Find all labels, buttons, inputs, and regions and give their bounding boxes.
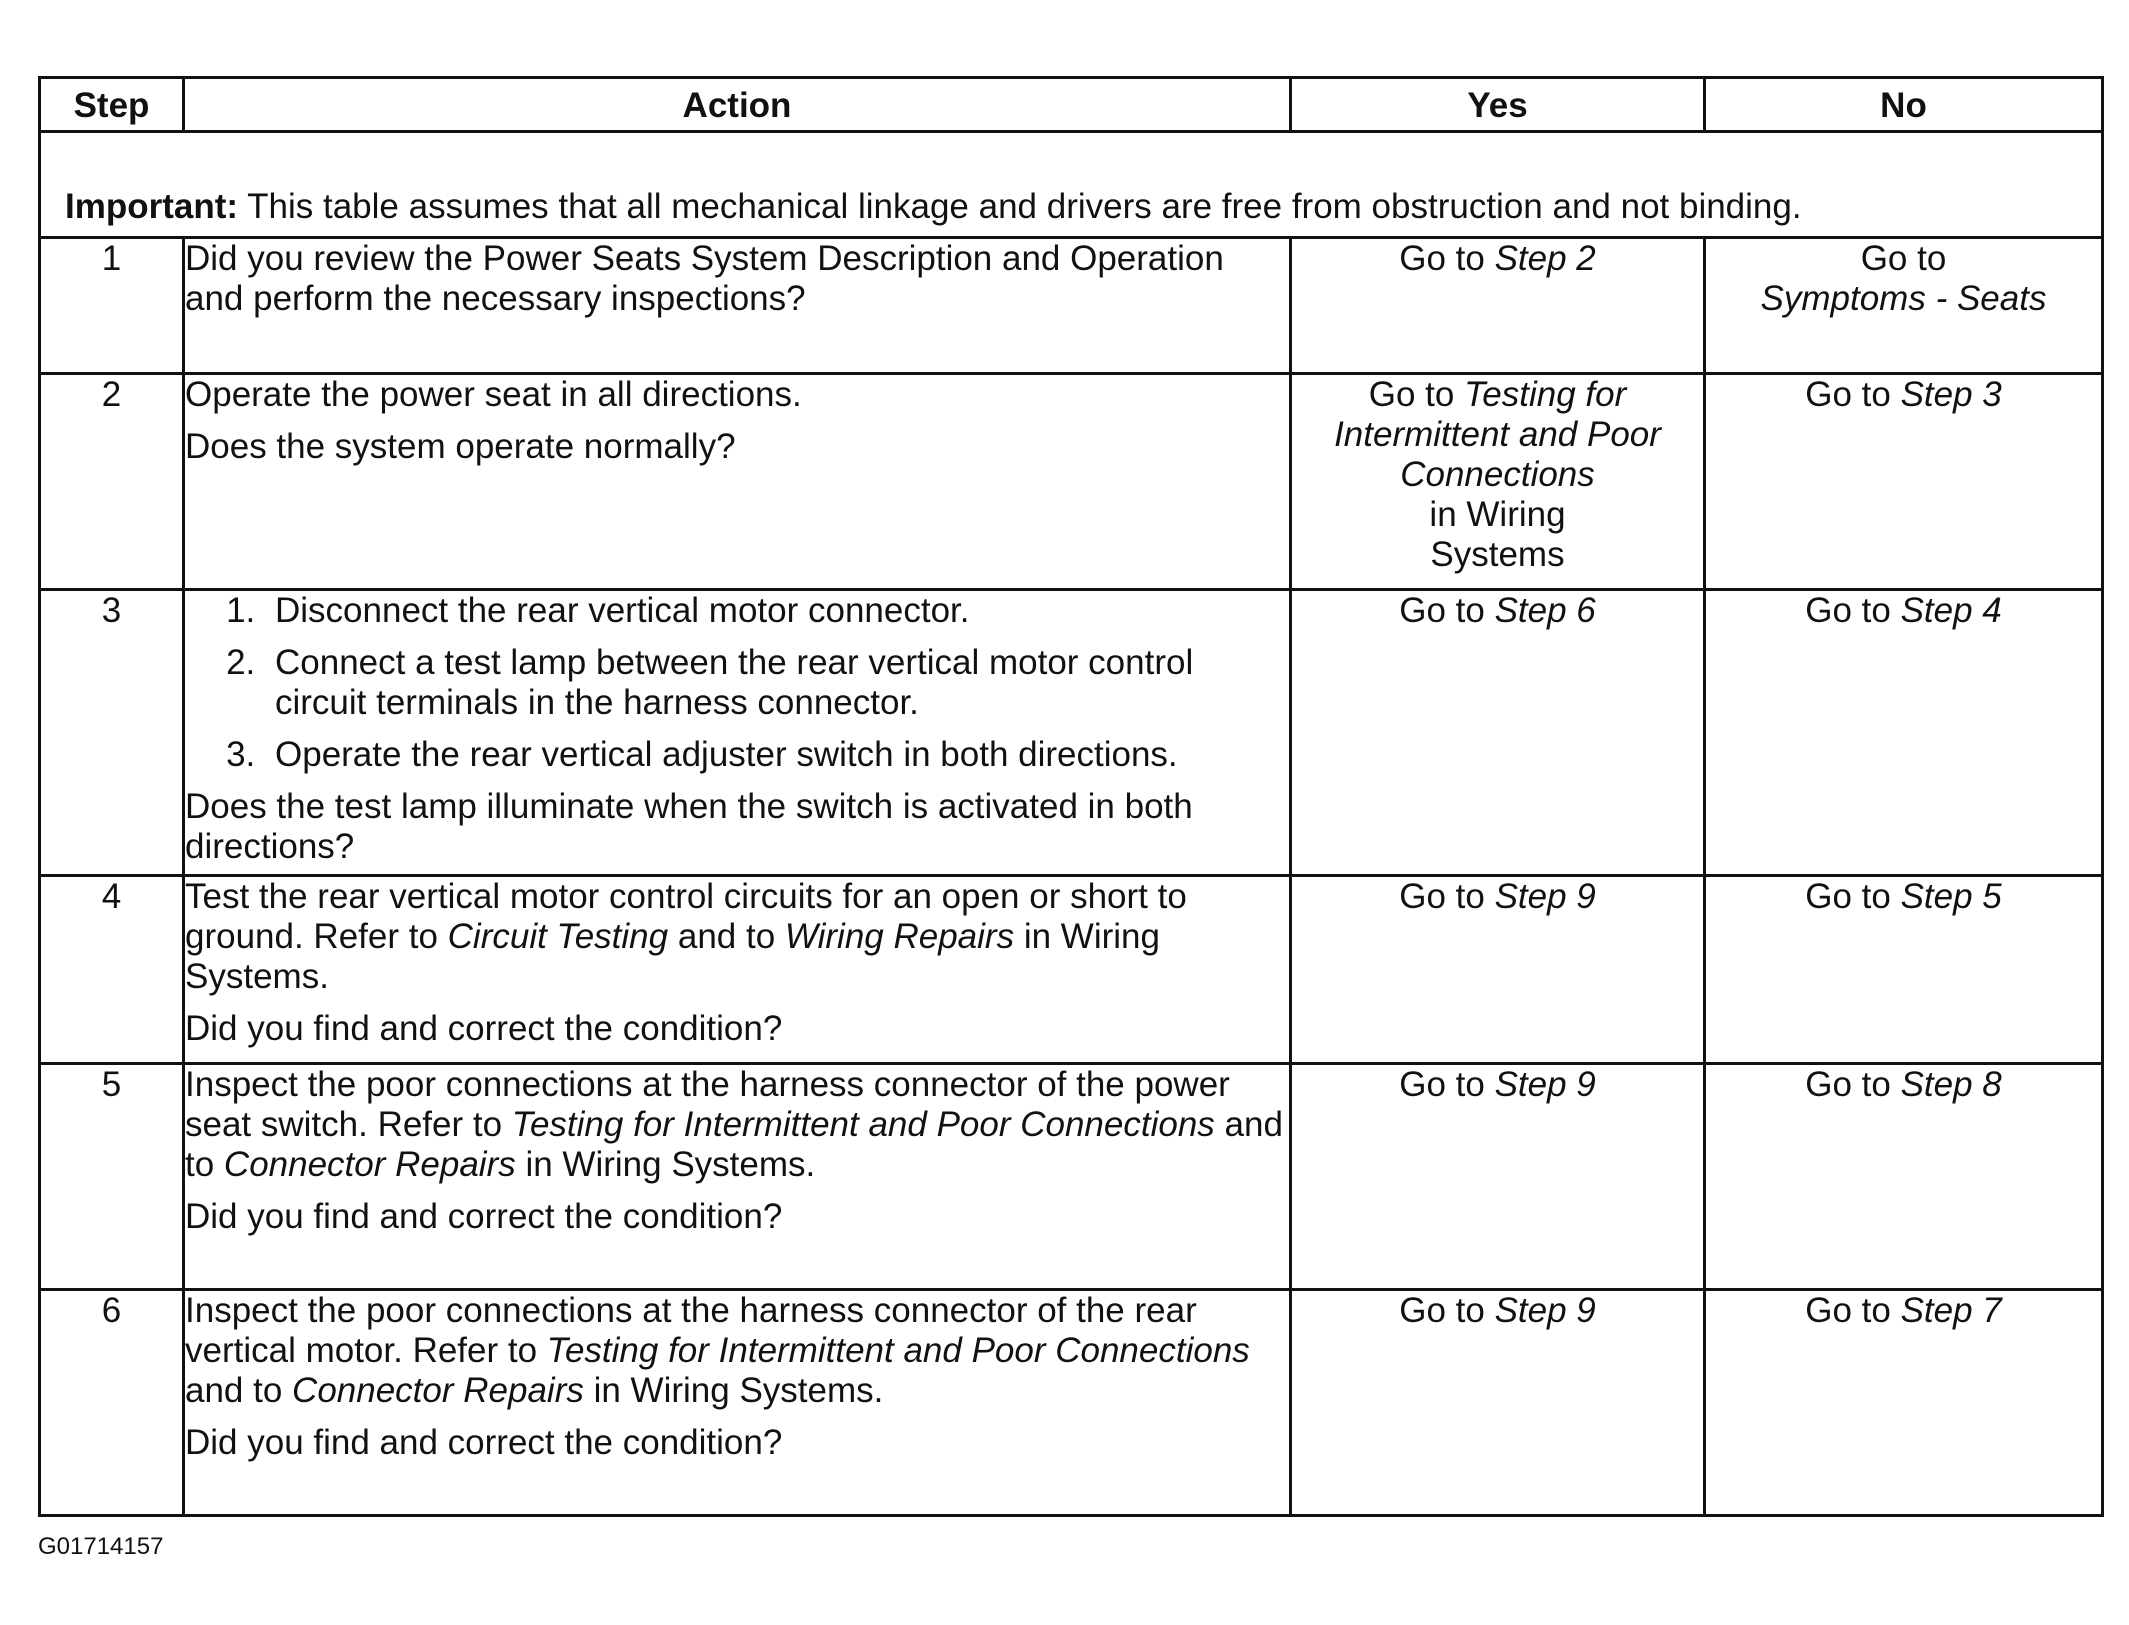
- circuit-testing-link[interactable]: Circuit Testing: [447, 917, 669, 956]
- no-step-link[interactable]: Step 8: [1900, 1065, 2002, 1104]
- yes-cell: [1291, 1290, 1705, 1516]
- testing-intermittent-link[interactable]: Testing for Intermittent and Poor Connections: [546, 1331, 1250, 1370]
- action-cell: [184, 238, 1291, 374]
- list-item: 1. Disconnect the rear vertical motor connector.: [265, 591, 1289, 631]
- no-prefix: Go to: [1860, 239, 1947, 278]
- action-text: [185, 877, 1289, 997]
- table-row: [40, 1064, 2103, 1290]
- step-number: 3: [40, 590, 184, 876]
- yes-step-link[interactable]: Step 6: [1494, 591, 1596, 630]
- step-number: 2: [40, 374, 184, 590]
- header-yes: Yes: [1291, 78, 1705, 132]
- action-text-part: Test the rear vertical motor control circuits for an open or short to ground. Refer to: [185, 877, 1187, 956]
- no-cell: [1705, 1290, 2103, 1516]
- yes-prefix: Go to: [1399, 591, 1495, 630]
- testing-intermittent-link[interactable]: Testing for Intermittent and Poor Connections: [511, 1105, 1215, 1144]
- action-cell: [184, 876, 1291, 1064]
- header-step: Step: [40, 78, 184, 132]
- table-row: [40, 1290, 2103, 1516]
- yes-testing-link[interactable]: Testing for Intermittent and Poor Connections: [1334, 375, 1661, 494]
- action-text-part: in Wiring Systems.: [583, 1371, 884, 1410]
- action-cell: [184, 374, 1291, 590]
- action-text-part: and to: [185, 1105, 1283, 1184]
- action-question: Did you find and correct the condition?: [185, 1197, 783, 1236]
- header-row: [40, 78, 2103, 132]
- action-text: [185, 1065, 1289, 1185]
- header-action: Action: [184, 78, 1291, 132]
- action-cell: [184, 1290, 1291, 1516]
- no-step-link[interactable]: Step 5: [1900, 877, 2002, 916]
- procedure-list: [185, 591, 1289, 775]
- list-item: 2. Connect a test lamp between the rear vertical motor control circuit terminals in the harness connector.: [265, 643, 1289, 723]
- table-row: [40, 238, 2103, 374]
- important-row: [40, 132, 2103, 238]
- yes-suffix: in Wiring Systems: [1429, 495, 1566, 574]
- step-number: 6: [40, 1290, 184, 1516]
- yes-cell: [1291, 374, 1705, 590]
- yes-prefix: Go to: [1399, 877, 1495, 916]
- action-text: [185, 1291, 1289, 1411]
- diagnostic-table: [38, 76, 2104, 1517]
- important-label: Important:: [65, 187, 239, 226]
- no-step-link[interactable]: Step 4: [1900, 591, 2002, 630]
- action-cell: [184, 590, 1291, 876]
- yes-cell: [1291, 1064, 1705, 1290]
- yes-prefix: Go to: [1368, 375, 1465, 414]
- action-cell: [184, 1064, 1291, 1290]
- action-text-part: and to: [185, 1371, 293, 1410]
- no-cell: [1705, 876, 2103, 1064]
- no-cell: [1705, 374, 2103, 590]
- table-row: [40, 374, 2103, 590]
- figure-id: G01714157: [38, 1533, 164, 1560]
- no-prefix: Go to: [1805, 1065, 1901, 1104]
- connector-repairs-link[interactable]: Connector Repairs: [292, 1371, 584, 1410]
- yes-step-link[interactable]: Step 9: [1494, 1065, 1596, 1104]
- no-prefix: Go to: [1805, 591, 1901, 630]
- wiring-repairs-link[interactable]: Wiring Repairs: [784, 917, 1015, 956]
- table-row: [40, 590, 2103, 876]
- yes-cell: [1291, 876, 1705, 1064]
- table-row: [40, 876, 2103, 1064]
- action-text-part: Inspect the poor connections at the harness connector of the power seat switch. Refer to: [185, 1065, 1230, 1144]
- no-symptoms-link[interactable]: Symptoms - Seats: [1760, 279, 2047, 318]
- action-question: Does the test lamp illuminate when the switch is activated in both directions?: [185, 787, 1193, 866]
- step-number: 5: [40, 1064, 184, 1290]
- no-prefix: Go to: [1805, 1291, 1901, 1330]
- connector-repairs-link[interactable]: Connector Repairs: [223, 1145, 516, 1184]
- action-text-part: Inspect the poor connections at the harness connector of the rear vertical motor. Refer to: [185, 1291, 1197, 1370]
- yes-prefix: Go to: [1399, 1065, 1495, 1104]
- action-text-part: and to: [668, 917, 785, 956]
- no-cell: [1705, 590, 2103, 876]
- step-number: 4: [40, 876, 184, 1064]
- action-text: Did you review the Power Seats System Description and Operation and perform the necessary inspections?: [185, 239, 1224, 318]
- no-prefix: Go to: [1805, 877, 1901, 916]
- important-note: [40, 132, 2103, 238]
- yes-prefix: Go to: [1399, 1291, 1495, 1330]
- no-step-link[interactable]: Step 3: [1900, 375, 2002, 414]
- action-text-part: in Wiring Systems.: [515, 1145, 816, 1184]
- yes-step-link[interactable]: Step 9: [1494, 1291, 1596, 1330]
- yes-prefix: Go to: [1399, 239, 1495, 278]
- action-question: Does the system operate normally?: [185, 427, 736, 466]
- action-question: Did you find and correct the condition?: [185, 1009, 783, 1048]
- no-step-link[interactable]: Step 7: [1900, 1291, 2002, 1330]
- header-no: No: [1705, 78, 2103, 132]
- action-question: Did you find and correct the condition?: [185, 1423, 783, 1462]
- important-text: This table assumes that all mechanical linkage and drivers are free from obstruction and not binding.: [238, 187, 1802, 226]
- no-cell: [1705, 238, 2103, 374]
- yes-step-link[interactable]: Step 9: [1494, 877, 1596, 916]
- action-text: Operate the power seat in all directions.: [185, 375, 802, 414]
- yes-cell: [1291, 590, 1705, 876]
- step-number: 1: [40, 238, 184, 374]
- yes-step-link[interactable]: Step 2: [1494, 239, 1596, 278]
- no-cell: [1705, 1064, 2103, 1290]
- action-text-part: in Wiring Systems.: [185, 917, 1160, 996]
- no-prefix: Go to: [1805, 375, 1901, 414]
- list-item: 3. Operate the rear vertical adjuster switch in both directions.: [265, 735, 1289, 775]
- yes-cell: [1291, 238, 1705, 374]
